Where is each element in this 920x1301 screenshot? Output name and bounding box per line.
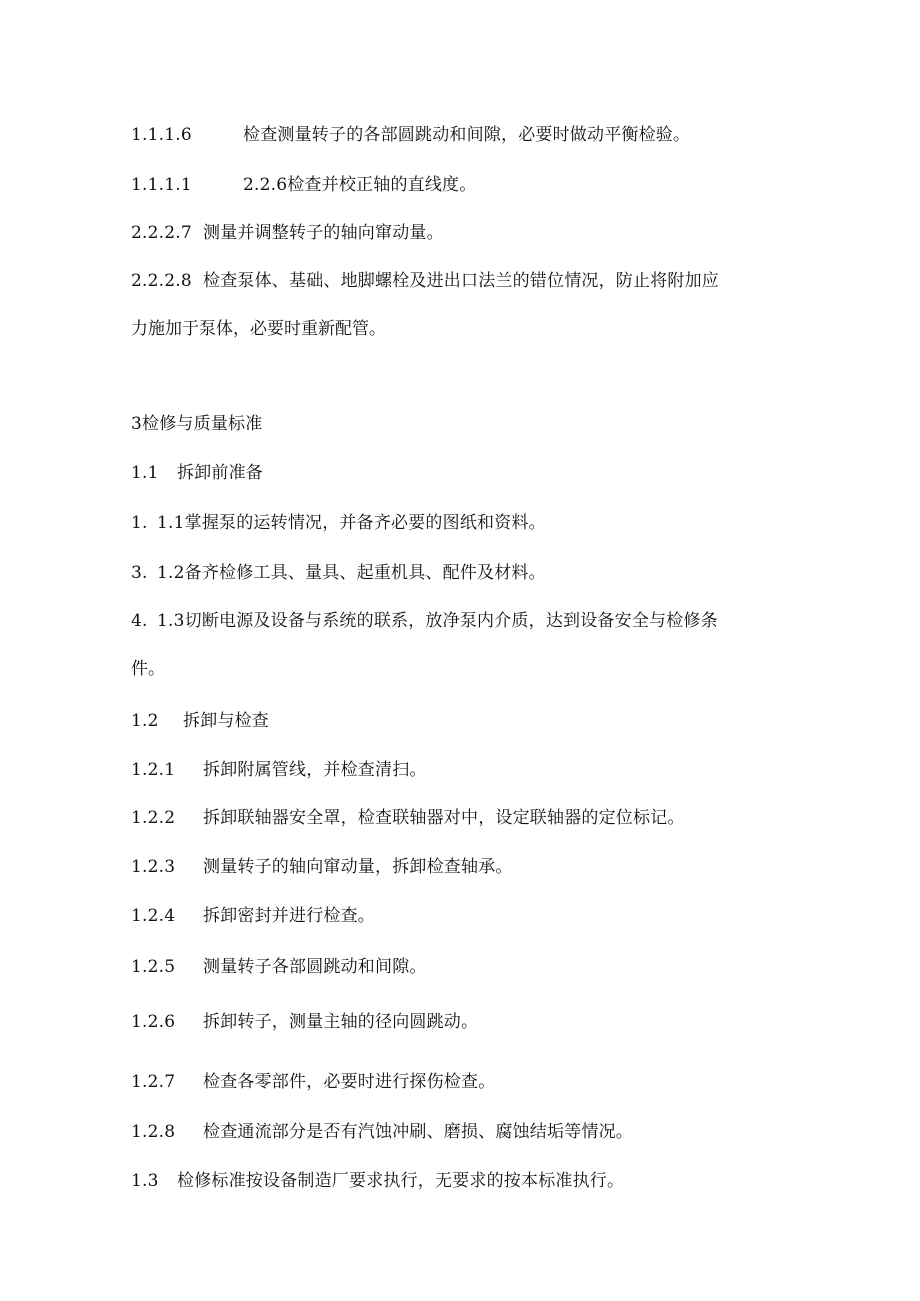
paragraph-1-2-2 xyxy=(131,807,685,829)
section-number: 1.1 xyxy=(131,463,159,483)
heading-text: 3检修与质量标准 xyxy=(131,414,263,434)
paragraph-continuation: 件。 xyxy=(131,659,165,679)
section-number: 1.2 xyxy=(131,711,159,731)
subsection-1-2 xyxy=(131,710,269,732)
section-number: 1.2.7 xyxy=(131,1072,176,1092)
paragraph-text: 检查测量转子的各部圆跳动和间隙，必要时做动平衡检验。 xyxy=(243,125,691,145)
section-number: 1.1.1.6 xyxy=(131,125,192,145)
section-number: 1.2.1 xyxy=(131,760,176,780)
section-number: 1.2.8 xyxy=(131,1122,176,1142)
paragraph-text: 测量转子的轴向窜动量，拆卸检查轴承。 xyxy=(203,857,513,877)
section-number: 4. xyxy=(131,611,148,631)
paragraph-1-1-1-1 xyxy=(131,174,476,196)
paragraph-1-1-2 xyxy=(131,562,546,584)
paragraph-1-2-5 xyxy=(131,956,427,978)
section-number: 2.2.2.7 xyxy=(131,223,192,243)
paragraph-2-2-2-7 xyxy=(131,222,444,244)
section-number: 1.1.1.1 xyxy=(131,175,192,195)
paragraph-1-1-1-6 xyxy=(131,124,690,146)
paragraph-text: 检查通流部分是否有汽蚀冲刷、磨损、腐蚀结垢等情况。 xyxy=(203,1122,633,1142)
paragraph-text: 2.2.6检查并校正轴的直线度。 xyxy=(243,175,477,195)
heading-text: 拆卸前准备 xyxy=(177,463,263,483)
paragraph-1-2-6 xyxy=(131,1011,478,1033)
paragraph-1-2-1 xyxy=(131,759,427,781)
section-number: 1.2.4 xyxy=(131,906,176,926)
paragraph-text: 拆卸密封并进行检查。 xyxy=(203,906,375,926)
paragraph-text: 检查各零部件，必要时进行探伤检查。 xyxy=(203,1072,496,1092)
paragraph-text: 测量转子各部圆跳动和间隙。 xyxy=(203,957,427,977)
paragraph-text: 拆卸转子，测量主轴的径向圆跳动。 xyxy=(203,1012,479,1032)
section-number: 3. xyxy=(131,563,148,583)
section-number: 1.2.2 xyxy=(131,808,176,828)
paragraph-text: 拆卸联轴器安全罩，检查联轴器对中，设定联轴器的定位标记。 xyxy=(203,808,685,828)
paragraph-text: 1.1掌握泵的运转情况，并备齐必要的图纸和资料。 xyxy=(157,513,546,533)
paragraph-1-2-4 xyxy=(131,905,375,927)
section-number: 1.2.5 xyxy=(131,957,176,977)
paragraph-text: 测量并调整转子的轴向窜动量。 xyxy=(203,223,444,243)
paragraph-1-2-8 xyxy=(131,1121,633,1143)
section-number: 1.2.6 xyxy=(131,1012,176,1032)
heading-text: 拆卸与检查 xyxy=(183,711,269,731)
paragraph-2-2-2-8 xyxy=(131,270,719,292)
paragraph-text: 1.2备齐检修工具、量具、起重机具、配件及材料。 xyxy=(157,563,546,583)
paragraph-text: 检查泵体、基础、地脚螺栓及进出口法兰的错位情况，防止将附加应 xyxy=(203,271,719,291)
paragraph-1-2-3 xyxy=(131,856,513,878)
paragraph-1-2-7 xyxy=(131,1071,495,1093)
section-number: 1.2.3 xyxy=(131,857,176,877)
paragraph-1-1-1 xyxy=(131,512,546,534)
section-heading-3 xyxy=(131,413,262,435)
paragraph-1-3 xyxy=(131,1170,624,1192)
paragraph-continuation: 力施加于泵体，必要时重新配管。 xyxy=(131,319,386,339)
paragraph-1-1-3 xyxy=(131,610,718,632)
section-number: 1. xyxy=(131,513,148,533)
paragraph-text: 1.3切断电源及设备与系统的联系，放净泵内介质，达到设备安全与检修条 xyxy=(157,611,718,631)
paragraph-text: 检修标准按设备制造厂要求执行，无要求的按本标准执行。 xyxy=(177,1171,625,1191)
section-number: 2.2.2.8 xyxy=(131,271,192,291)
section-number: 1.3 xyxy=(131,1171,159,1191)
subsection-1-1 xyxy=(131,462,263,484)
paragraph-text: 拆卸附属管线，并检查清扫。 xyxy=(203,760,427,780)
